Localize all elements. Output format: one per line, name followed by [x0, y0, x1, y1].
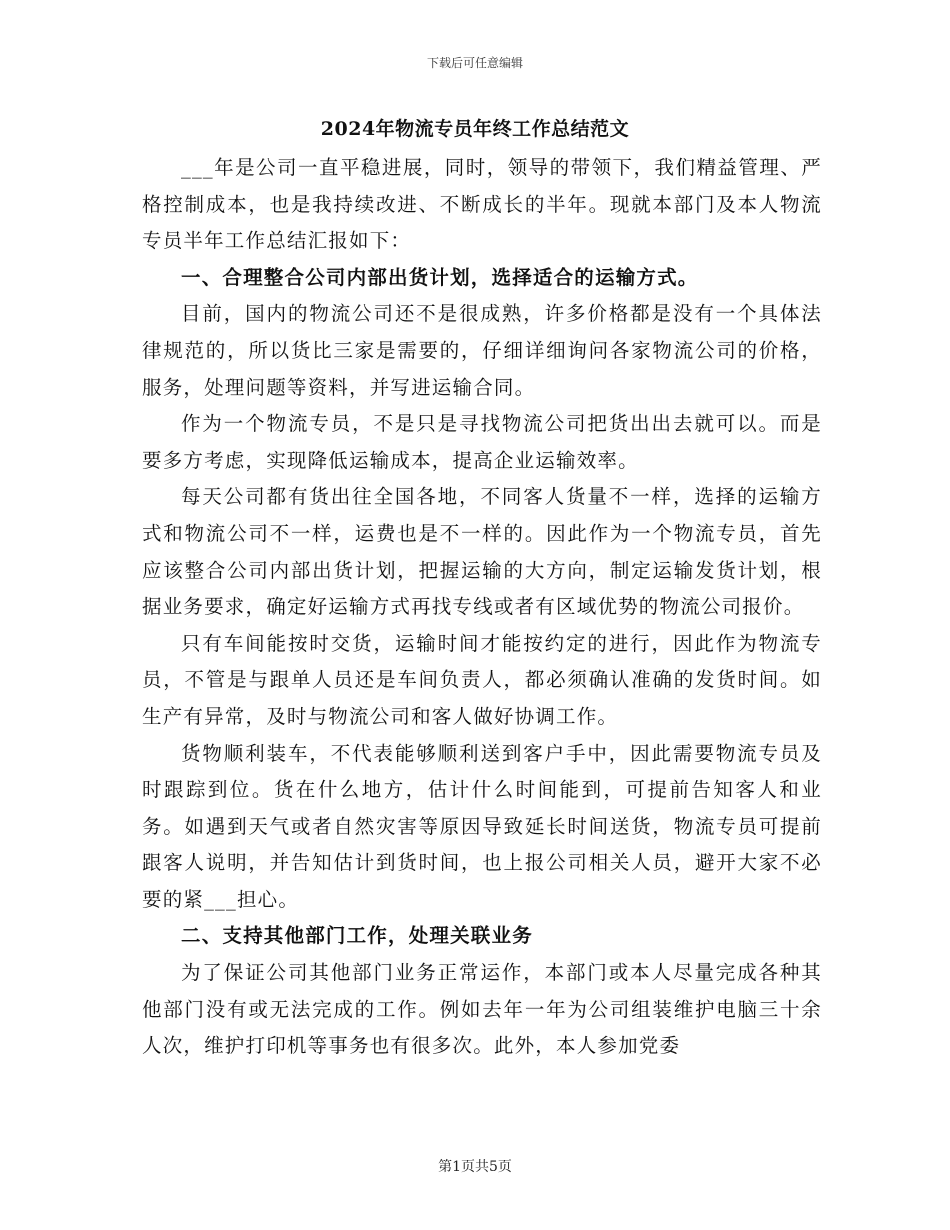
- page-number: 第1页共5页: [438, 1159, 512, 1175]
- paragraph: 货物顺利装车，不代表能够顺利送到客户手中，因此需要物流专员及时跟踪到位。货在什么地方，估计什么时间能到，可提前告知客人和业务。如遇到天气或者自然灾害等原因导致延长时间送货，物流专员可提前跟客人说明，并告知估计到货时间，也上报公司相关人员，避开大家不必要的紧___担心。: [142, 741, 822, 911]
- header-note: 下载后可任意编辑: [426, 56, 523, 70]
- paragraph: 每天公司都有货出往全国各地，不同客人货量不一样，选择的运输方式和物流公司不一样，运费也是不一样的。因此作为一个物流专员，首先应该整合公司内部出货计划，把握运输的大方向，制定运输发货计划，根据业务要求，确定好运输方式再找专线或者有区域优势的物流公司报价。: [142, 485, 822, 619]
- paragraph: 目前，国内的物流公司还不是很成熟，许多价格都是没有一个具体法律规范的，所以货比三家是需要的，仔细详细询问各家物流公司的价格，服务，处理问题等资料，并写进运输合同。: [142, 302, 822, 399]
- paragraph-intro: ___年是公司一直平稳进展，同时，领导的带领下，我们精益管理、严格控制成本，也是我持续改进、不断成长的半年。现就本部门及本人物流专员半年工作总结汇报如下：: [142, 156, 822, 253]
- paragraph: 为了保证公司其他部门业务正常运作，本部门或本人尽量完成各种其他部门没有或无法完成的工作。例如去年一年为公司组装维护电脑三十余人次，维护打印机等事务也有很多次。此外，本人参加党委: [142, 961, 822, 1058]
- paragraph: 作为一个物流专员，不是只是寻找物流公司把货出出去就可以。而是要多方考虑，实现降低运输成本，提高企业运输效率。: [142, 412, 822, 472]
- document-title: 2024年物流专员年终工作总结范文: [320, 118, 630, 140]
- section-heading-1: 一、合理整合公司内部出货计划，选择适合的运输方式。: [181, 265, 699, 289]
- document-body: [142, 150, 822, 1065]
- paragraph: 只有车间能按时交货，运输时间才能按约定的进行，因此作为物流专员，不管是与跟单人员还是车间负责人，都必须确认准确的发货时间。如生产有异常，及时与物流公司和客人做好协调工作。: [142, 631, 822, 728]
- section-heading-2: 二、支持其他部门工作，处理关联业务: [181, 924, 533, 948]
